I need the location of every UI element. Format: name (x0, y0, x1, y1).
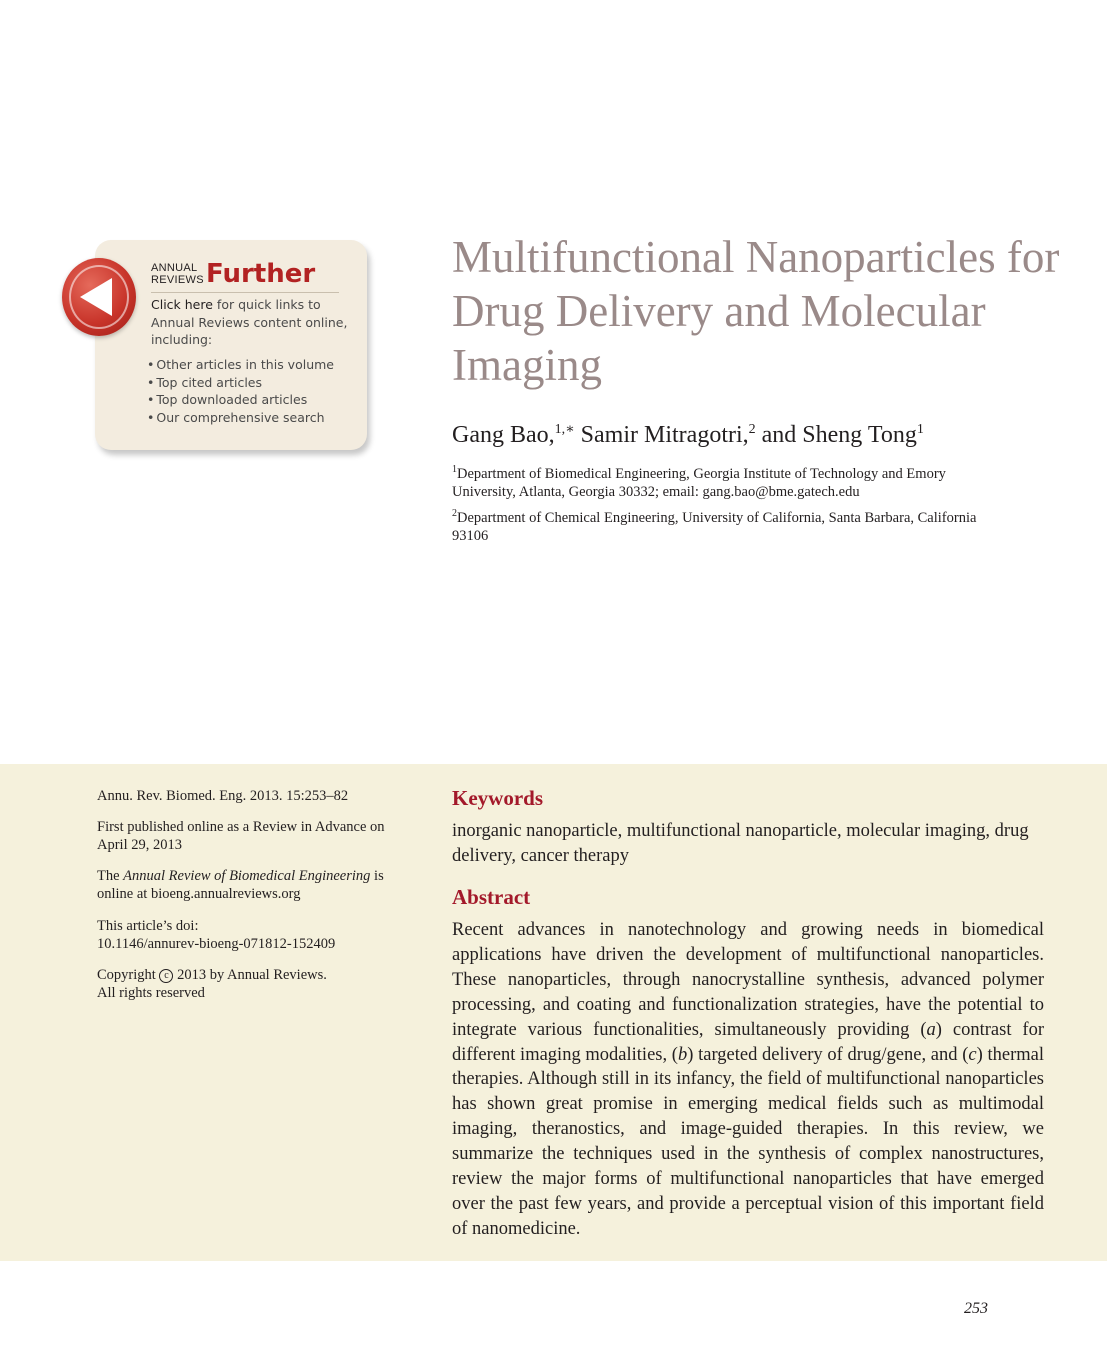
copyright-icon: c (159, 969, 173, 983)
affiliation-number: 1 (452, 464, 457, 476)
journal-online (97, 867, 407, 903)
copyright-label: Copyright (97, 967, 156, 983)
further-link-item[interactable]: • Other articles in this volume (147, 356, 334, 374)
doi-block (97, 917, 407, 953)
keywords-text: inorganic nanoparticle, multifunctional nanoparticle, molecular imaging, drug delivery, cancer therapy (452, 821, 1029, 866)
logo-annual-text: ANNUAL (151, 262, 198, 274)
back-arrow-icon (76, 274, 120, 320)
further-badge[interactable] (62, 258, 136, 336)
abstract-heading: Abstract (452, 885, 531, 909)
further-description (151, 296, 356, 349)
abstract-segment: ) thermal therapies. Although still in its infancy, the field of multifunctional nanoparticles has shown great promise in emerging medical fields such as multimodal imaging, theranostics, and image-guided therapies. In this review, we summarize the techniques used in the synthesis of complex nanostructures, review the major forms of multifunctional nanoparticles that have emerged over the past few years, and provide a perceptual vision of this important field of nanomedicine. (452, 1044, 1044, 1239)
author-affil-marker: 1 (916, 422, 924, 437)
further-link-item[interactable]: • Top downloaded articles (147, 391, 334, 409)
click-here-link[interactable]: Click here (151, 297, 213, 312)
further-title: Further (206, 259, 316, 289)
annual-reviews-logo (151, 262, 204, 286)
author-name: Samir Mitragotri, (580, 422, 749, 448)
abstract-segment: ) contrast for different imaging modalities, ( (452, 1019, 1045, 1065)
author-name: Gang Bao, (452, 422, 555, 448)
affiliation-text: Department of Chemical Engineering, University of California, Santa Barbara, California 93106 (452, 510, 977, 544)
doi-value[interactable]: 10.1146/annurev-bioeng-071812-152409 (97, 936, 336, 952)
affiliation (452, 509, 1012, 545)
further-link-item[interactable]: • Our comprehensive search (147, 409, 334, 427)
further-link-item[interactable]: • Top cited articles (147, 374, 334, 392)
journal-name: Annual Review of Biomedical Engineering (123, 868, 371, 884)
author-list (452, 419, 1072, 451)
logo-reviews-text: REVIEWS (151, 274, 204, 286)
abstract-segment: ) targeted delivery of drug/gene, and ( (687, 1044, 969, 1065)
further-links-list (147, 356, 334, 426)
affiliation-number: 2 (452, 508, 457, 520)
author-affil-marker: 1,∗ (554, 422, 575, 437)
first-published: First published online as a Review in Advance on April 29, 2013 (97, 819, 385, 853)
rights-text: All rights reserved (97, 985, 205, 1001)
further-description-text: for quick links to Annual Reviews content online, including: (151, 297, 348, 347)
author-name: and Sheng Tong (761, 422, 917, 448)
copyright-text: 2013 by Annual Reviews. (177, 967, 327, 983)
author-affil-marker: 2 (748, 422, 756, 437)
abstract-segment: Recent advances in nanotechnology and growing needs in biomedical applications have driven the development of multifunctional nanoparticles. These nanoparticles, through nanocrystalline synthesis, advanced polymer processing, and coating and functionalization strategies, have the potential to integrate various functionalities, simultaneously providing ( (452, 920, 1044, 1040)
copyright (97, 966, 407, 1002)
further-header (151, 259, 339, 293)
citation: Annu. Rev. Biomed. Eng. 2013. 15:253–82 (97, 788, 349, 804)
affiliation-text: Department of Biomedical Engineering, Georgia Institute of Technology and Emory University, Atlanta, Georgia 30332; email: gang.bao@bme.gatech.edu (452, 466, 946, 500)
keywords-heading: Keywords (452, 786, 543, 810)
abstract-item-marker: a (926, 1019, 936, 1040)
doi-label: This article’s doi: (97, 918, 199, 934)
abstract-item-marker: b (677, 1044, 688, 1065)
page-number: 253 (964, 1300, 988, 1317)
affiliation (452, 465, 1012, 501)
journal-pre: The (97, 868, 120, 884)
abstract-text (452, 918, 1044, 1242)
journal-post: is online at bioeng.annualreviews.org (97, 868, 384, 902)
article-title: Multifunctional Nanoparticles for Drug Delivery and Molecular Imaging (452, 232, 1060, 390)
abstract-item-marker: c (968, 1044, 977, 1065)
